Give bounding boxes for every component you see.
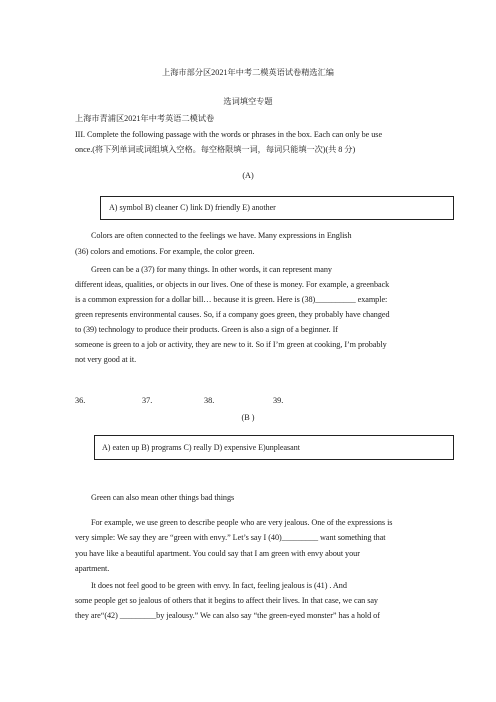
paragraph-line: Colors are often connected to the feelings we have. Many expressions in English xyxy=(91,231,352,240)
answer-blank-39: 39. xyxy=(273,396,284,405)
paragraph-line: green represents environmental causes. So, if a company goes green, they probably have changed xyxy=(75,310,390,319)
paragraph-line: It does not feel good to be green with envy. In fact, feeling jealous is (41) . And xyxy=(91,581,347,590)
paragraph-line: different ideas, qualities, or objects in our lives. One of these is money. For example, a greenback xyxy=(75,280,390,289)
answer-blank-37: 37. xyxy=(142,396,153,405)
word-box-a-text: A) symbol B) cleaner C) link D) friendly E) another xyxy=(109,203,276,212)
part-b-label: (B ) xyxy=(241,413,255,422)
paragraph-line: you have like a beautiful apartment. You could say that I am green with envy about your xyxy=(75,549,360,558)
paragraph-line: very simple: We say they are “green with envy.” Let’s say I (40)_________ want something that xyxy=(75,533,386,542)
instruction-line-2: once.(将下列单词或词组填入空格。每空格限填一词，每词只能填一次)(共 8 分) xyxy=(75,145,356,154)
section-title: 选词填空专题 xyxy=(223,97,273,106)
paragraph-line: they are“(42) _________by jealousy.” We can also say “the green-eyed monster” has a hold of xyxy=(75,611,380,620)
paragraph-line: is a common expression for a dollar bill… because it is green. Here is (38)__________ example: xyxy=(75,295,388,304)
paragraph-line: someone is green to a job or activity, they are new to it. So if I’m green at cooking, I’m probably xyxy=(75,340,387,349)
word-box-a xyxy=(100,196,454,220)
paragraph-line: Green can be a (37) for many things. In other words, it can represent many xyxy=(91,265,332,274)
paragraph-line: some people get so jealous of others that it begins to affect their lives. In that case, we can say xyxy=(75,596,378,605)
paragraph-line: Green can also mean other things bad things xyxy=(91,493,235,502)
document-title: 上海市部分区2021年中考二模英语试卷精选汇编 xyxy=(162,68,334,77)
exam-source: 上海市青浦区2021年中考英语二模试卷 xyxy=(75,114,215,123)
paragraph-line: For example, we use green to describe people who are very jealous. One of the expressions is xyxy=(91,518,393,527)
instruction-line-1: III. Complete the following passage with the words or phrases in the box. Each can only be use xyxy=(75,130,383,139)
paragraph-line: (36) colors and emotions. For example, the color green. xyxy=(75,247,255,256)
part-a-label: (A) xyxy=(242,171,254,180)
word-box-b xyxy=(94,435,454,460)
paragraph-line: to (39) technology to produce their products. Green is also a sign of a beginner. If xyxy=(75,325,338,334)
paragraph-line: not very good at it. xyxy=(75,355,137,364)
word-box-b-text: A) eaten up B) programs C) really D) expensive E)unpleasant xyxy=(102,442,300,452)
answer-blank-38: 38. xyxy=(204,396,215,405)
paragraph-line: apartment. xyxy=(75,564,110,573)
answer-blank-36: 36. xyxy=(75,396,86,405)
